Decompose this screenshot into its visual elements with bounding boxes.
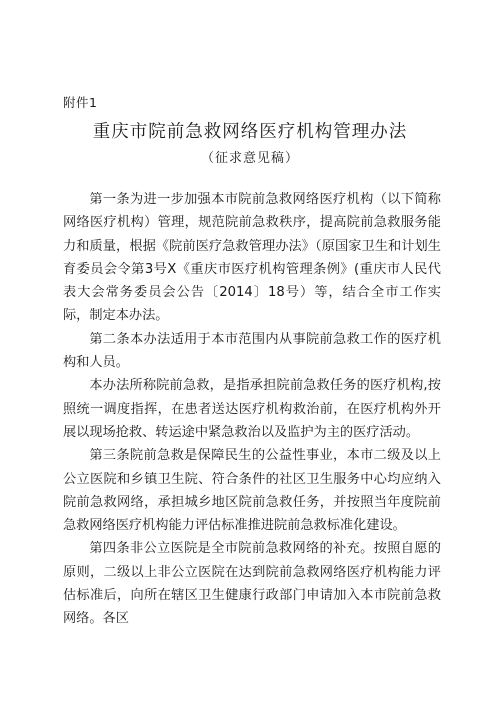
paragraph-article-2: 第二条本办法适用于本市范围内从事院前急救工作的医疗机构和人员。 <box>63 331 441 371</box>
document-title: 重庆市院前急救网络医疗机构管理办法 <box>92 122 408 142</box>
paragraph-definition: 本办法所称院前急救，是指承担院前急救任务的医疗机构,按照统一调度指挥，在患者送达医疗机构救治前，在医疗机构外开展以现场抢救、转运途中紧急救治以及监护为主的医疗活动。 <box>63 378 441 440</box>
document-subtitle: （征求意见稿） <box>200 151 299 166</box>
paragraph-article-1: 第一条为进一步加强本市院前急救网络医疗机构（以下简称网络医疗机构）管理，规范院前急救秩序，提高院前急救服务能力和质量，根据《院前医疗急救管理办法》（原国家卫生和计划生育委员会令第3号X《重庆市医疗机构管理条例》(重庆市人民代表大会常务委员会公告〔2014〕18号）等，结合全市工作实际，制定本办法。 <box>63 192 441 324</box>
paragraph-article-3: 第三条院前急救是保障民生的公益性事业，本市二级及以上公立医院和乡镇卫生院、符合条件的社区卫生服务中心均应纳入院前急救网络，承担城乡地区院前急救任务，并按照当年度院前急救网络医疗机构能力评估标准推进院前急救标准化建设。 <box>63 448 441 534</box>
document-body <box>63 188 441 631</box>
attachment-label: 附件1 <box>63 95 98 110</box>
paragraph-article-4: 第四条非公立医院是全市院前急救网络的补充。按照自愿的原则，二级以上非公立医院在达到院前急救网络医疗机构能力评估标准后，向所在辖区卫生健康行政部门申请加入本市院前急救网络。各区 <box>63 541 441 627</box>
